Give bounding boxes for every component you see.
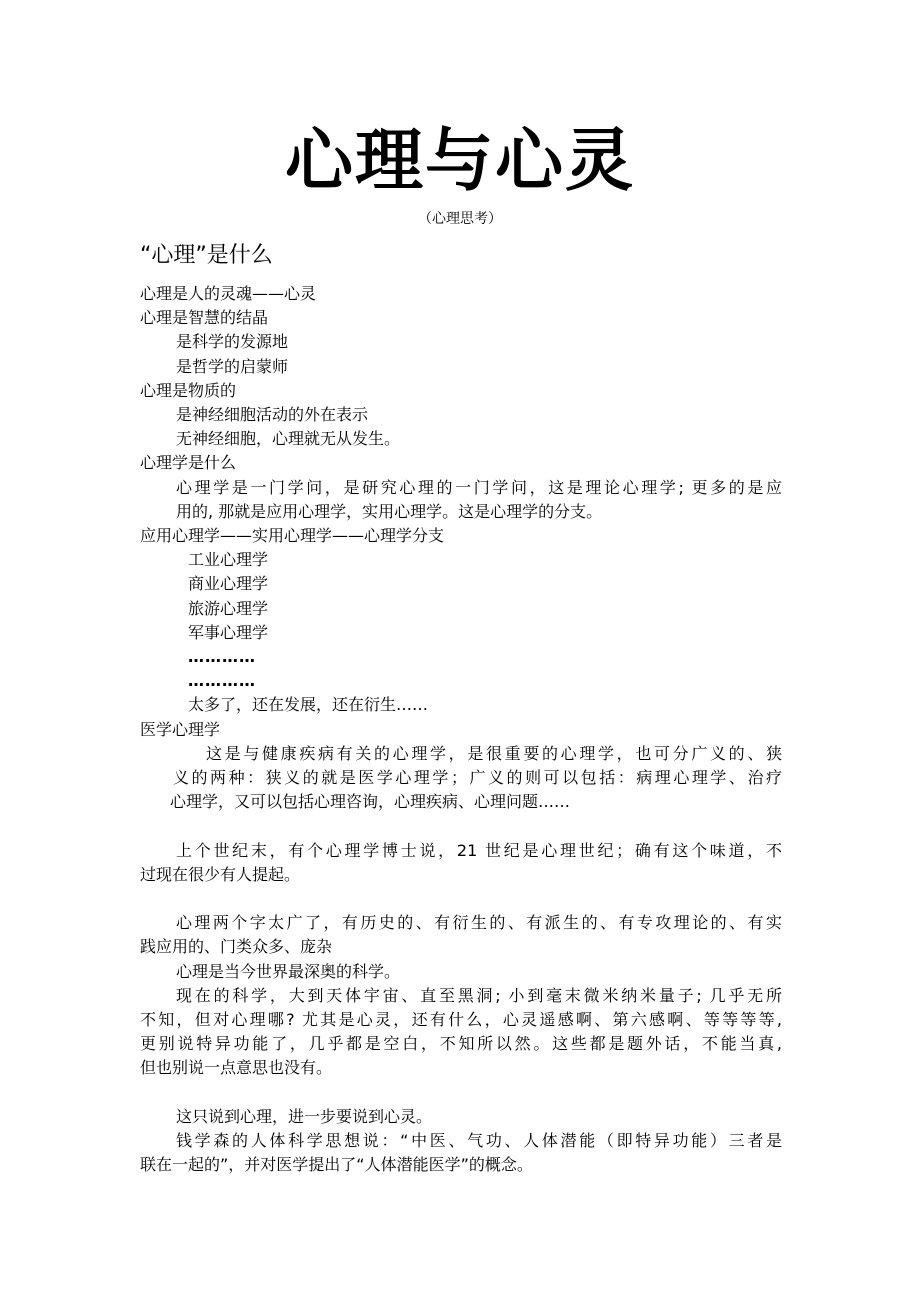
paragraph-gap	[140, 1081, 782, 1105]
ellipsis-line: …………	[188, 647, 256, 667]
text-line: 过现在很少有人提起。	[140, 864, 301, 884]
text-line: 心理是智慧的结晶	[140, 308, 269, 328]
section-heading: “心理”是什么	[140, 243, 273, 268]
text-line: 心理学，又可以包括心理咨询，心理疾病、心理问题……	[170, 792, 571, 812]
text-line: 践应用的、门类众多、庞杂	[140, 937, 333, 957]
text-line: 医学心理学	[140, 719, 221, 739]
list-item: 工业心理学	[188, 550, 269, 570]
paragraph-gap	[140, 887, 782, 911]
text-line: 上个世纪末，有个心理学博士说，21 世纪是心理世纪；确有这个味道，不	[176, 840, 782, 860]
text-line: 钱学森的人体科学思想说：“中医、气功、人体潜能（即特异功能）三者是	[176, 1131, 782, 1151]
document-subtitle: （心理思考）	[418, 211, 502, 227]
text-line: 心理学是一门学问，是研究心理的一门学问，这是理论心理学; 更多的是应	[176, 477, 782, 497]
text-line: 是科学的发源地	[176, 332, 289, 352]
text-line: 不知，但对心理哪? 尤其是心灵，还有什么，心灵遥感啊、第六感啊、等等等等,	[140, 1010, 782, 1030]
paragraph-gap	[140, 814, 782, 838]
text-line: 这是与健康疾病有关的心理学，是很重要的心理学，也可分广义的、狭	[206, 743, 782, 763]
text-line: 应用心理学——实用心理学——心理学分支	[140, 526, 445, 546]
list-item: 商业心理学	[188, 574, 269, 594]
text-line: 这只说到心理，进一步要说到心灵。	[176, 1106, 433, 1126]
document-body	[140, 282, 782, 1177]
list-item: 旅游心理学	[188, 598, 269, 618]
text-line: 心理学是什么	[140, 453, 237, 473]
text-line: 是神经细胞活动的外在表示	[176, 405, 369, 425]
text-line: 是哲学的启蒙师	[176, 356, 289, 376]
text-line: 现在的科学，大到天体宇宙、直至黑洞; 小到毫末微米纳米量子; 几乎无所	[176, 985, 782, 1005]
text-line: 但也别说一点意思也没有。	[140, 1058, 333, 1078]
text-line: 联在一起的”，并对医学提出了“人体潜能医学”的概念。	[140, 1155, 533, 1175]
text-line: 心理是物质的	[140, 380, 237, 400]
list-item: 军事心理学	[188, 622, 269, 642]
text-line: 更别说特异功能了，几乎都是空白，不知所以然。这些都是题外话，不能当真,	[140, 1034, 782, 1054]
ellipsis-line: …………	[188, 671, 256, 691]
text-line: 心理是当今世界最深奥的科学。	[176, 961, 401, 981]
text-line: 太多了，还在发展，还在衍生……	[188, 695, 429, 715]
text-line: 心理两个字太广了，有历史的、有衍生的、有派生的、有专攻理论的、有实	[176, 913, 782, 933]
document-title: 心理与心灵	[284, 122, 635, 201]
text-line: 用的, 那就是应用心理学，实用心理学。这是心理学的分支。	[176, 501, 603, 521]
text-line: 义的两种：狭义的就是医学心理学；广义的则可以包括：病理心理学、治疗	[173, 768, 782, 788]
text-line: 无神经细胞，心理就无从发生。	[176, 429, 401, 449]
text-line: 心理是人的灵魂——心灵	[140, 284, 317, 303]
